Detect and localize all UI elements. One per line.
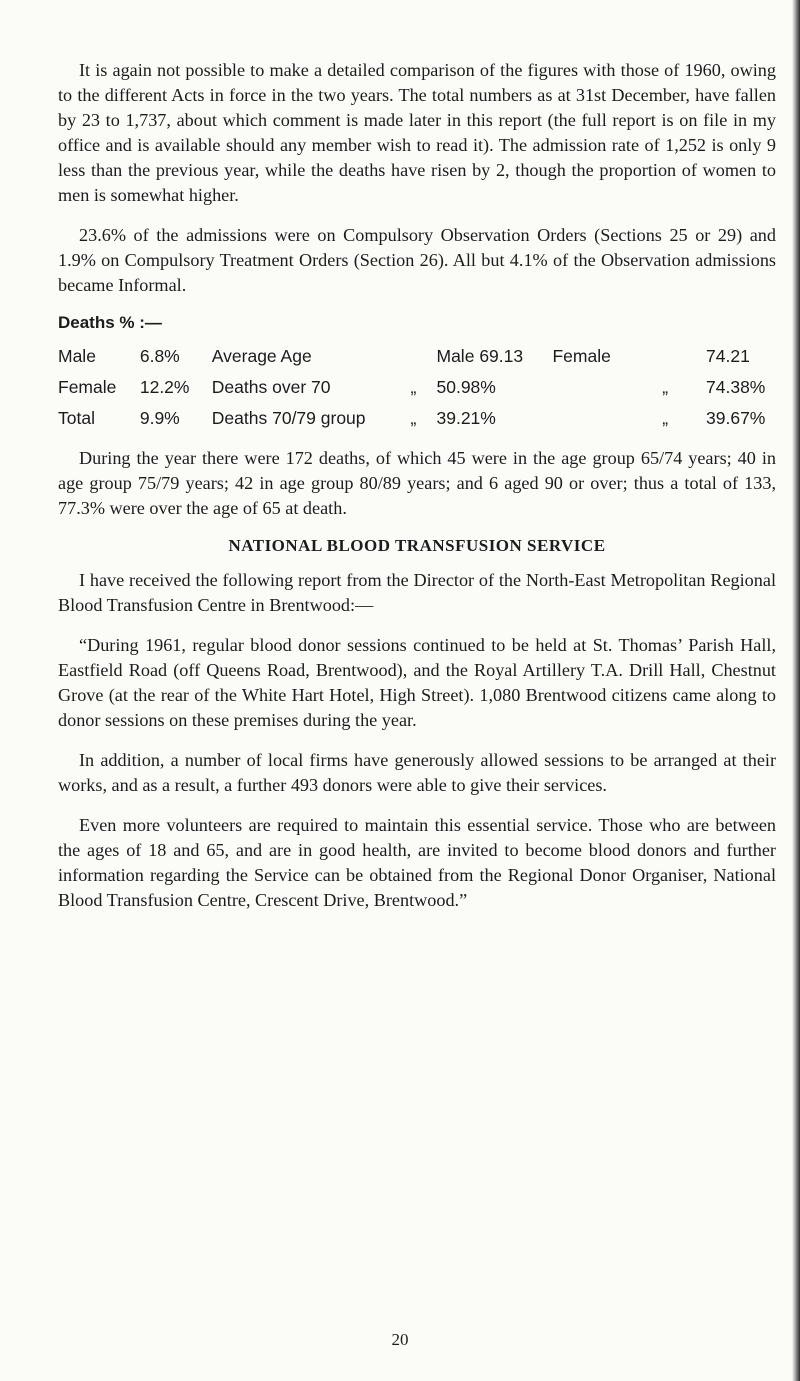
death-rate: 9.9% (139, 408, 180, 428)
ditto-mark: „ (410, 377, 417, 397)
document-page (58, 58, 776, 928)
section-heading: NATIONAL BLOOD TRANSFUSION SERVICE (228, 536, 606, 555)
row-label: Male (58, 346, 96, 366)
measure-label: Deaths over 70 (211, 377, 331, 397)
paragraph-donor-sessions: “During 1961, regular blood donor sessions continued to be held at St. Thomas’ Parish Hall, Eastfield Road (off Queens Road, Brentwood), and the Royal Artillery T.A. Drill Hall, Chestnut Grove (at the rear of the White Hart Hotel, High Street). 1,080 Brentwood citizens came along to donor sessions on these premises during the year. (58, 635, 776, 730)
female-value: 74.21 (706, 346, 750, 366)
male-value: 50.98% (436, 377, 496, 397)
paragraph-local-firms: In addition, a number of local firms have generously allowed sessions to be arranged at their works, and as a result, a further 493 donors were able to give their services. (58, 750, 776, 795)
female-label (524, 372, 662, 403)
paragraph-admissions: 23.6% of the admissions were on Compulsory Observation Orders (Sections 25 or 29) and 1.9% on Compulsory Treatment Orders (Section 26). All but 4.1% of the Observation admissions became Informal. (58, 225, 776, 295)
table-row (58, 372, 776, 403)
ditto-mark: „ (662, 377, 669, 397)
paragraph-volunteers: Even more volunteers are required to maintain this essential service. Those who are between the ages of 18 and 65, and are in good health, are invited to become blood donors and further information regarding the Service can be obtained from the Regional Donor Organiser, National Blood Transfusion Centre, Crescent Drive, Brentwood.” (58, 815, 776, 910)
male-value: Male 69.13 (436, 346, 524, 366)
scan-edge (792, 0, 800, 1381)
deaths-heading: Deaths % :— (58, 313, 162, 332)
male-value: 39.21% (436, 408, 496, 428)
ditto-mark: „ (410, 408, 417, 428)
death-rate: 6.8% (139, 346, 180, 366)
measure-label: Deaths 70/79 group (211, 408, 366, 428)
table-row (58, 341, 776, 372)
ditto-mark (662, 341, 702, 372)
row-label: Total (58, 408, 95, 428)
female-value: 74.38% (706, 377, 766, 397)
paragraph-age-groups: During the year there were 172 deaths, of which 45 were in the age group 65/74 years; 40 in age group 75/79 years; 42 in age group 80/89 years; and 6 aged 90 or over; thus a total of 133, 77.3% were over the age of 65 at death. (58, 448, 776, 518)
female-label: Female (552, 346, 611, 366)
measure-label: Average Age (211, 346, 312, 366)
paragraph-report-intro: I have received the following report from the Director of the North-East Metropolitan Regional Blood Transfusion Centre in Brentwood:— (58, 570, 776, 615)
female-label (524, 403, 662, 434)
ditto-mark: „ (662, 408, 669, 428)
death-rate: 12.2% (139, 377, 190, 397)
female-value: 39.67% (706, 408, 766, 428)
row-label: Female (58, 377, 117, 397)
page-number: 20 (391, 1330, 409, 1349)
table-row (58, 403, 776, 434)
paragraph-comparison: It is again not possible to make a detailed comparison of the figures with those of 1960, owing to the different Acts in force in the two years. The total numbers as at 31st December, have fallen by 23 to 1,737, about which comment is made later in this report (the full report is on file in my office and is available should any member wish to read it). The admission rate of 1,252 is only 9 less than the previous year, while the deaths have risen by 2, though the proportion of women to men is somewhat higher. (58, 60, 776, 205)
deaths-table (58, 341, 776, 434)
ditto-mark (411, 341, 425, 372)
